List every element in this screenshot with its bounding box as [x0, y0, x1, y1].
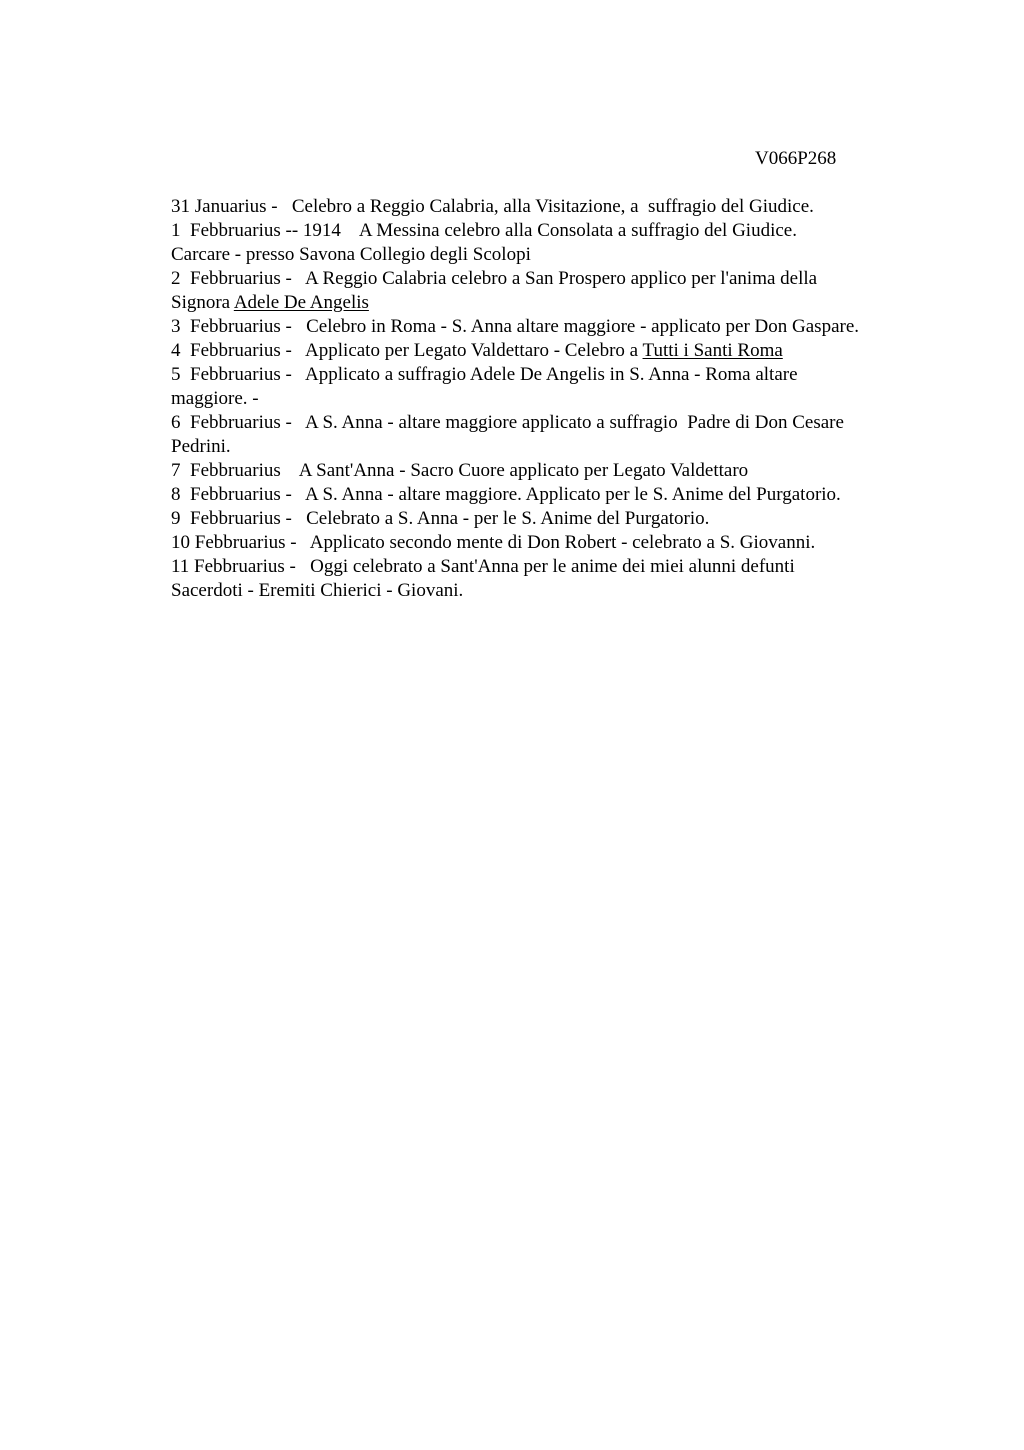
page-code: V066P268 [755, 148, 837, 169]
entry-line: 8 Febbruarius - A S. Anna - altare maggiore. Applicato per le S. Anime del Purgatorio. [171, 484, 841, 505]
diary-entries [171, 195, 961, 603]
entry-line: Carcare - presso Savona Collegio degli Scolopi [171, 244, 531, 265]
entry-line: 31 Januarius - Celebro a Reggio Calabria, alla Visitazione, a suffragio del Giudice. [171, 196, 814, 217]
entry-line: 7 Febbruarius A Sant'Anna - Sacro Cuore applicato per Legato Valdettaro [171, 460, 749, 481]
entry-line: Sacerdoti - Eremiti Chierici - Giovani. [171, 580, 464, 601]
underlined-name: Adele De Angelis [233, 292, 369, 313]
entry-line: 6 Febbruarius - A S. Anna - altare maggiore applicato a suffragio Padre di Don Cesare [171, 412, 844, 433]
entry-line: maggiore. - [171, 388, 259, 409]
entry-line: 10 Febbruarius - Applicato secondo mente di Don Robert - celebrato a S. Giovanni. [171, 532, 816, 553]
entry-line: Signora Adele De Angelis [171, 292, 369, 313]
underlined-place: Tutti i Santi Roma [642, 340, 783, 361]
entry-line: 2 Febbruarius - A Reggio Calabria celebro a San Prospero applico per l'anima della [171, 268, 818, 289]
entry-line: 4 Febbruarius - Applicato per Legato Valdettaro - Celebro a Tutti i Santi Roma [171, 340, 783, 361]
entry-line: 9 Febbruarius - Celebrato a S. Anna - per le S. Anime del Purgatorio. [171, 508, 710, 529]
entry-line: 3 Febbruarius - Celebro in Roma - S. Anna altare maggiore - applicato per Don Gaspare. [171, 316, 860, 337]
entry-line: 5 Febbruarius - Applicato a suffragio Adele De Angelis in S. Anna - Roma altare [171, 364, 798, 385]
entry-line: 11 Febbruarius - Oggi celebrato a Sant'Anna per le anime dei miei alunni defunti [171, 556, 795, 577]
entry-line: Pedrini. [171, 436, 231, 457]
entry-line: 1 Febbruarius -- 1914 A Messina celebro alla Consolata a suffragio del Giudice. [171, 220, 797, 241]
